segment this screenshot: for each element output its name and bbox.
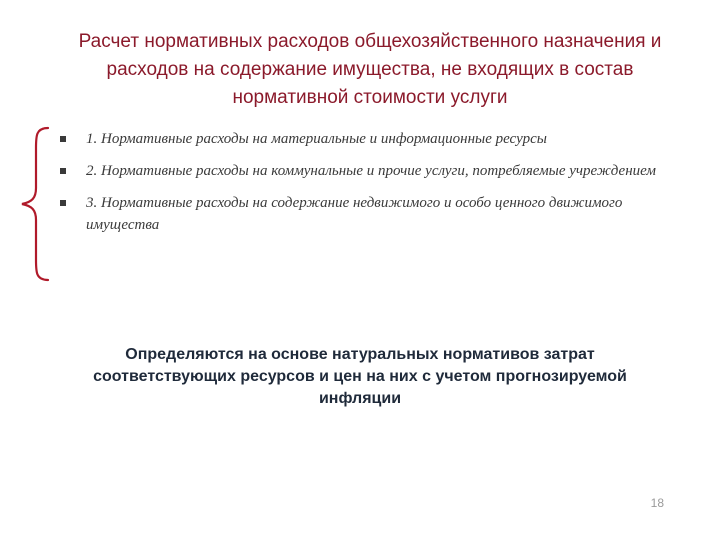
- list-item-text: 3. Нормативные расходы на содержание недвижимого и особо ценного движимого имущества: [86, 195, 623, 233]
- square-bullet-icon: [60, 200, 66, 206]
- list-item: [58, 192, 668, 236]
- list-item-text: 2. Нормативные расходы на коммунальные и прочие услуги, потребляемые учреждением: [86, 163, 657, 179]
- cost-list: [58, 128, 668, 246]
- slide-title: Расчет нормативных расходов общехозяйственного назначения и расходов на содержание имущества, не входящих в состав нормативной стоимости услуги: [78, 31, 662, 108]
- curly-brace-icon: [14, 126, 54, 282]
- list-item: [58, 160, 668, 182]
- square-bullet-icon: [60, 136, 66, 142]
- list-item: [58, 128, 668, 150]
- square-bullet-icon: [60, 168, 66, 174]
- page-number: 18: [650, 496, 664, 510]
- method-note: Определяются на основе натуральных нормативов затрат соответствующих ресурсов и цен на них с учетом прогнозируемой инфляции: [93, 346, 627, 407]
- list-item-text: 1. Нормативные расходы на материальные и информационные ресурсы: [86, 131, 547, 147]
